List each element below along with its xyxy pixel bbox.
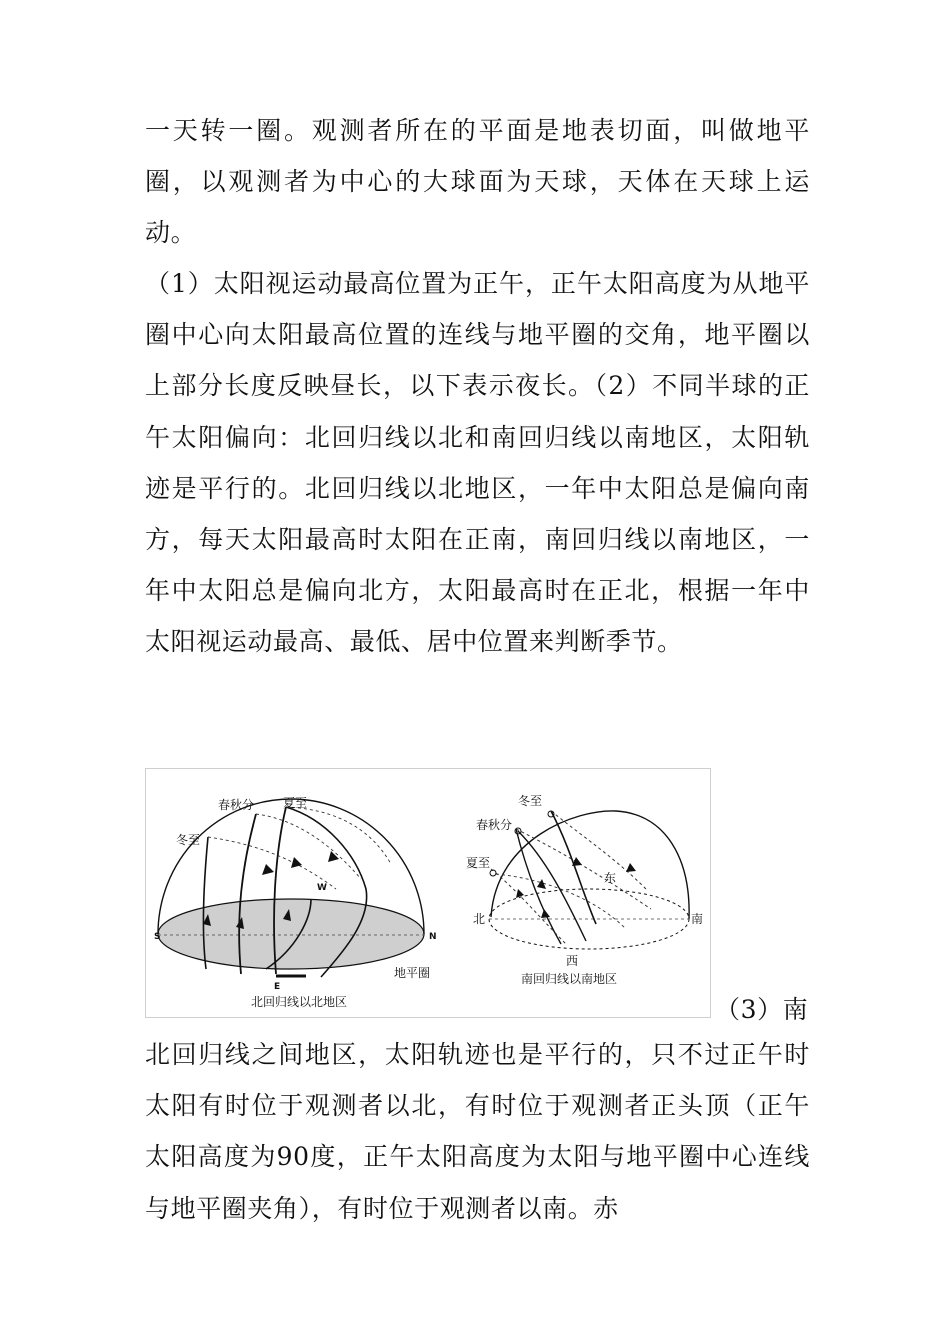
right-diagram [466, 793, 703, 986]
left-caption: 北回归线以北地区 [251, 995, 348, 1009]
left-summer-path-hidden [286, 807, 391, 864]
left-label-winter: 冬至 [176, 833, 201, 847]
left-label-horizon: 地平圈 [394, 966, 431, 980]
left-arrow-3 [328, 851, 339, 862]
right-path-2 [518, 831, 586, 941]
paragraph-2: （1）太阳视运动最高位置为正午，正午太阳高度为从地平圈中心向太阳最高位置的连线与地平圈的交角，地平圈以上部分长度反映昼长，以下表示夜长。（2）不同半球的正午太阳偏向：北回归线以北和南回归线以南地区，太阳轨迹是平行的。北回归线以北地区，一年中太阳总是偏向南方，每天太阳最高时太阳在正南，南回归线以南地区，一年中太阳总是偏向北方，太阳最高时在正北，根据一年中太阳视运动最高、最低、居中位置来判断季节。 [145, 269, 810, 657]
paragraph-3: 北回归线之间地区，太阳轨迹也是平行的，只不过正午时太阳有时位于观测者以北，有时位于观测者正头顶（正午太阳高度为90度，正午太阳高度为太阳与地平圈中心连线与地平圈夹角），有时位于观测者以南。赤 [145, 1040, 810, 1223]
left-label-spring-autumn: 春秋分 [218, 798, 255, 812]
right-label-west: 西 [566, 954, 579, 968]
left-arrow-1 [262, 864, 274, 875]
right-caption: 南回归线以南地区 [521, 972, 618, 986]
right-arrow-3 [626, 863, 636, 872]
left-diagram [154, 796, 437, 1009]
left-label-e: E [274, 982, 281, 992]
left-winter-path-hidden [208, 837, 336, 889]
right-arrow-4 [516, 889, 524, 898]
left-horizon-plane [158, 899, 424, 969]
right-label-spring-autumn: 春秋分 [476, 818, 513, 832]
right-path-3 [551, 811, 596, 924]
right-label-east: 东 [604, 871, 617, 885]
right-path-5 [551, 811, 646, 889]
left-label-s: S [154, 932, 161, 942]
right-label-south: 南 [691, 912, 704, 926]
left-label-w: W [317, 883, 327, 893]
right-label-summer: 夏至 [466, 856, 491, 870]
right-arrow-5 [541, 909, 550, 918]
sun-path-diagrams [146, 769, 710, 1017]
sun-path-figure [145, 768, 711, 1018]
right-label-north: 北 [473, 912, 486, 926]
paragraph-1: 一天转一圈。观测者所在的平面是地表切面，叫做地平圈，以观测者为中心的大球面为天球，天体在天球上运动。 [145, 116, 810, 248]
right-label-winter: 冬至 [518, 794, 543, 808]
left-equinox-path-hidden [256, 814, 361, 879]
left-label-summer: 夏至 [283, 796, 308, 810]
paragraph-3-start: （3）南 [715, 995, 809, 1024]
left-label-n: N [429, 932, 437, 942]
